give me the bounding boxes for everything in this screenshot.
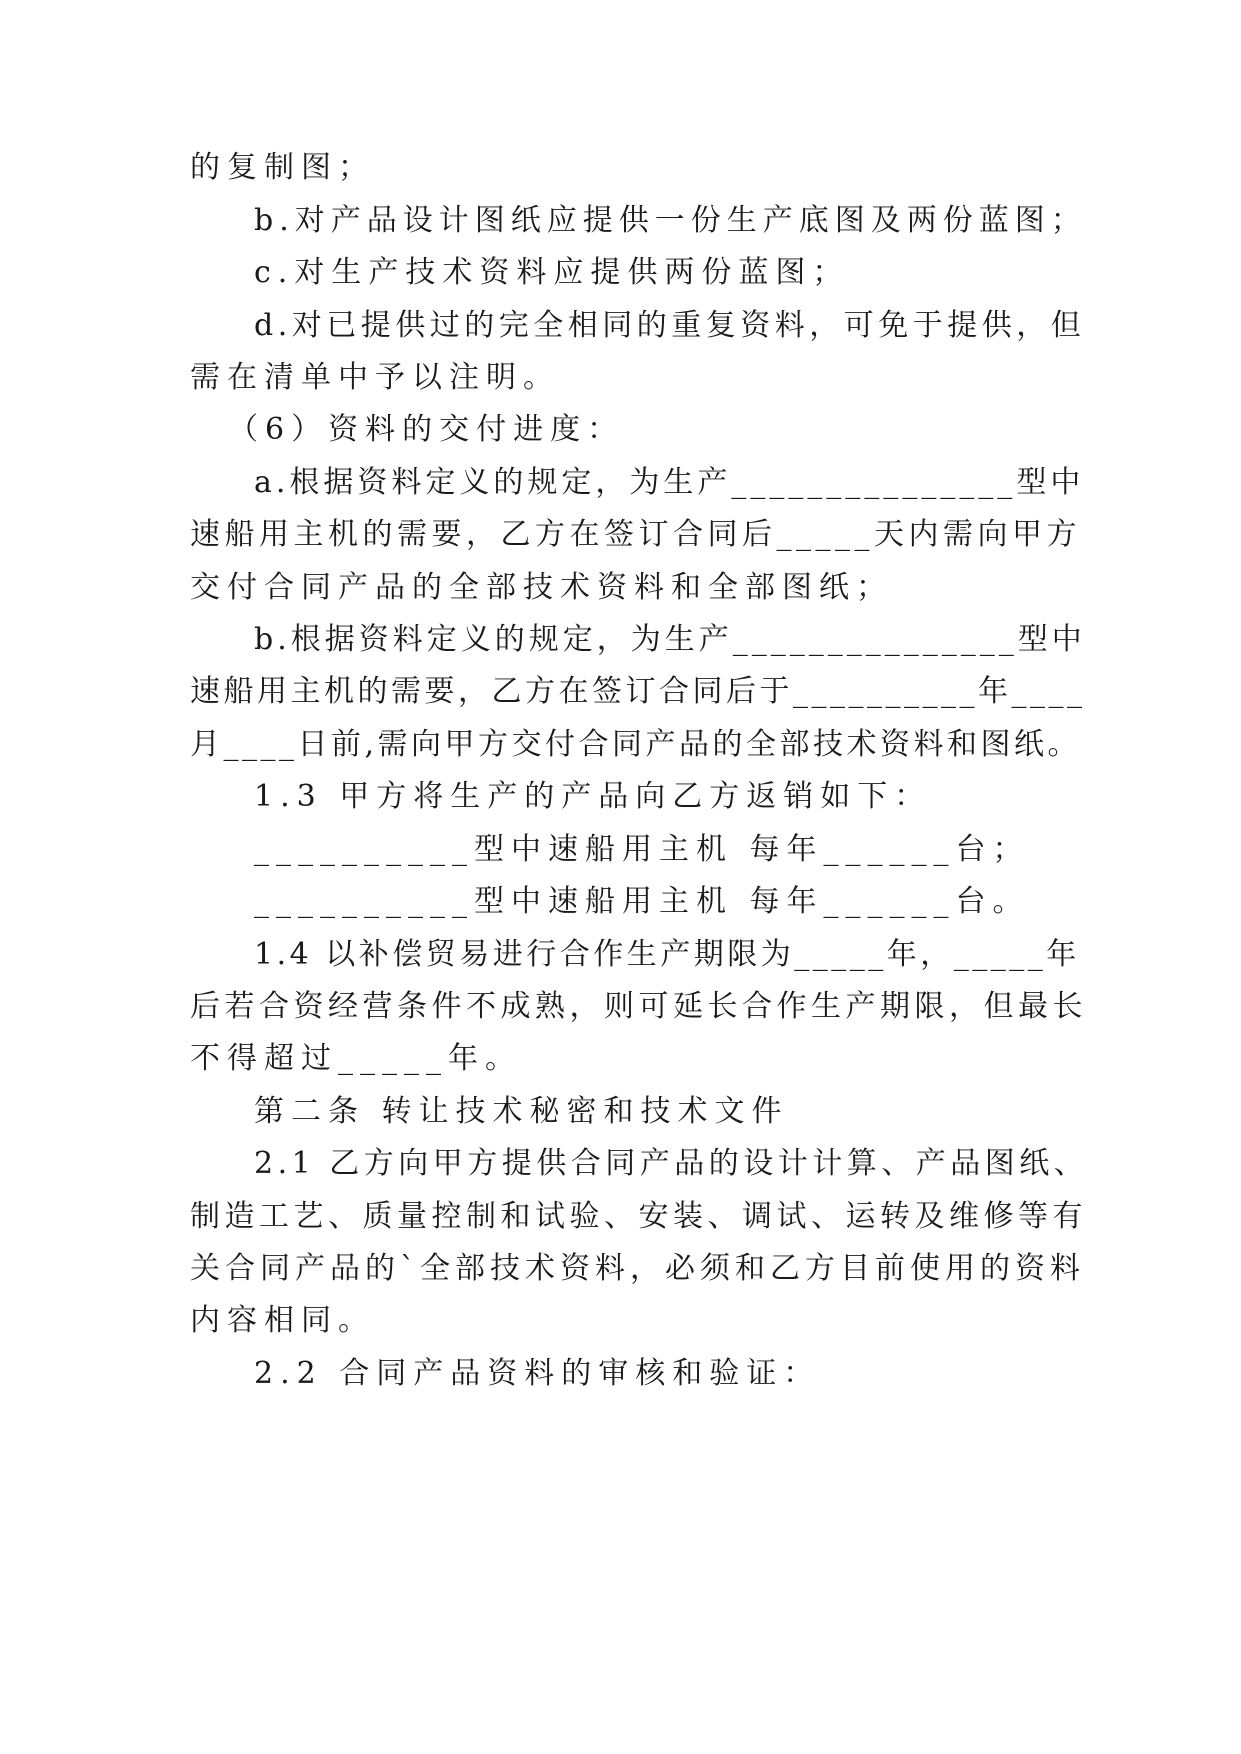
text-line: __________型中速船用主机 每年______台； xyxy=(254,832,1030,867)
text-line: __________型中速船用主机 每年______台。 xyxy=(254,884,1030,919)
text-line: 1.4 以补偿贸易进行合作生产期限为_____年，_____年 xyxy=(254,937,1080,972)
text-line: 2.2 合同产品资料的审核和验证： xyxy=(254,1356,821,1391)
text-line: 后若合资经营条件不成熟，则可延长合作生产期限，但最长 xyxy=(190,989,1087,1024)
text-line: 制造工艺、质量控制和试验、安装、调试、运转及维修等有 xyxy=(190,1199,1087,1234)
text-line: 内容相同。 xyxy=(190,1303,375,1338)
section-heading: （6）资料的交付进度： xyxy=(228,412,625,447)
text-line: 的复制图； xyxy=(190,150,375,185)
text-line: 需在清单中予以注明。 xyxy=(190,360,560,395)
text-line: 速船用主机的需要，乙方在签订合同后于__________年____ xyxy=(190,674,1086,709)
text-line: 不得超过_____年。 xyxy=(190,1041,522,1076)
text-line: 2.1 乙方向甲方提供合同产品的设计计算、产品图纸、 xyxy=(254,1146,1089,1181)
text-line: c.对生产技术资料应提供两份蓝图； xyxy=(254,255,850,290)
article-heading: 第二条 转让技术秘密和技术文件 xyxy=(254,1094,789,1129)
text-line: a.根据资料定义的规定，为生产_______________型中 xyxy=(254,465,1085,500)
text-line: d.对已提供过的完全相同的重复资料，可免于提供，但 xyxy=(254,308,1086,343)
text-line: 交付合同产品的全部技术资料和全部图纸； xyxy=(190,570,893,605)
text-line: b.根据资料定义的规定，为生产_______________型中 xyxy=(254,622,1086,657)
text-line: 1.3 甲方将生产的产品向乙方返销如下： xyxy=(254,779,932,814)
text-line: 月____日前,需向甲方交付合同产品的全部技术资料和图纸。 xyxy=(190,727,1082,762)
text-line: 关合同产品的`全部技术资料，必须和乙方目前使用的资料 xyxy=(190,1251,1085,1286)
text-line: b.对产品设计图纸应提供一份生产底图及两份蓝图； xyxy=(254,203,1087,238)
text-line: 速船用主机的需要，乙方在签订合同后_____天内需向甲方 xyxy=(190,517,1081,552)
